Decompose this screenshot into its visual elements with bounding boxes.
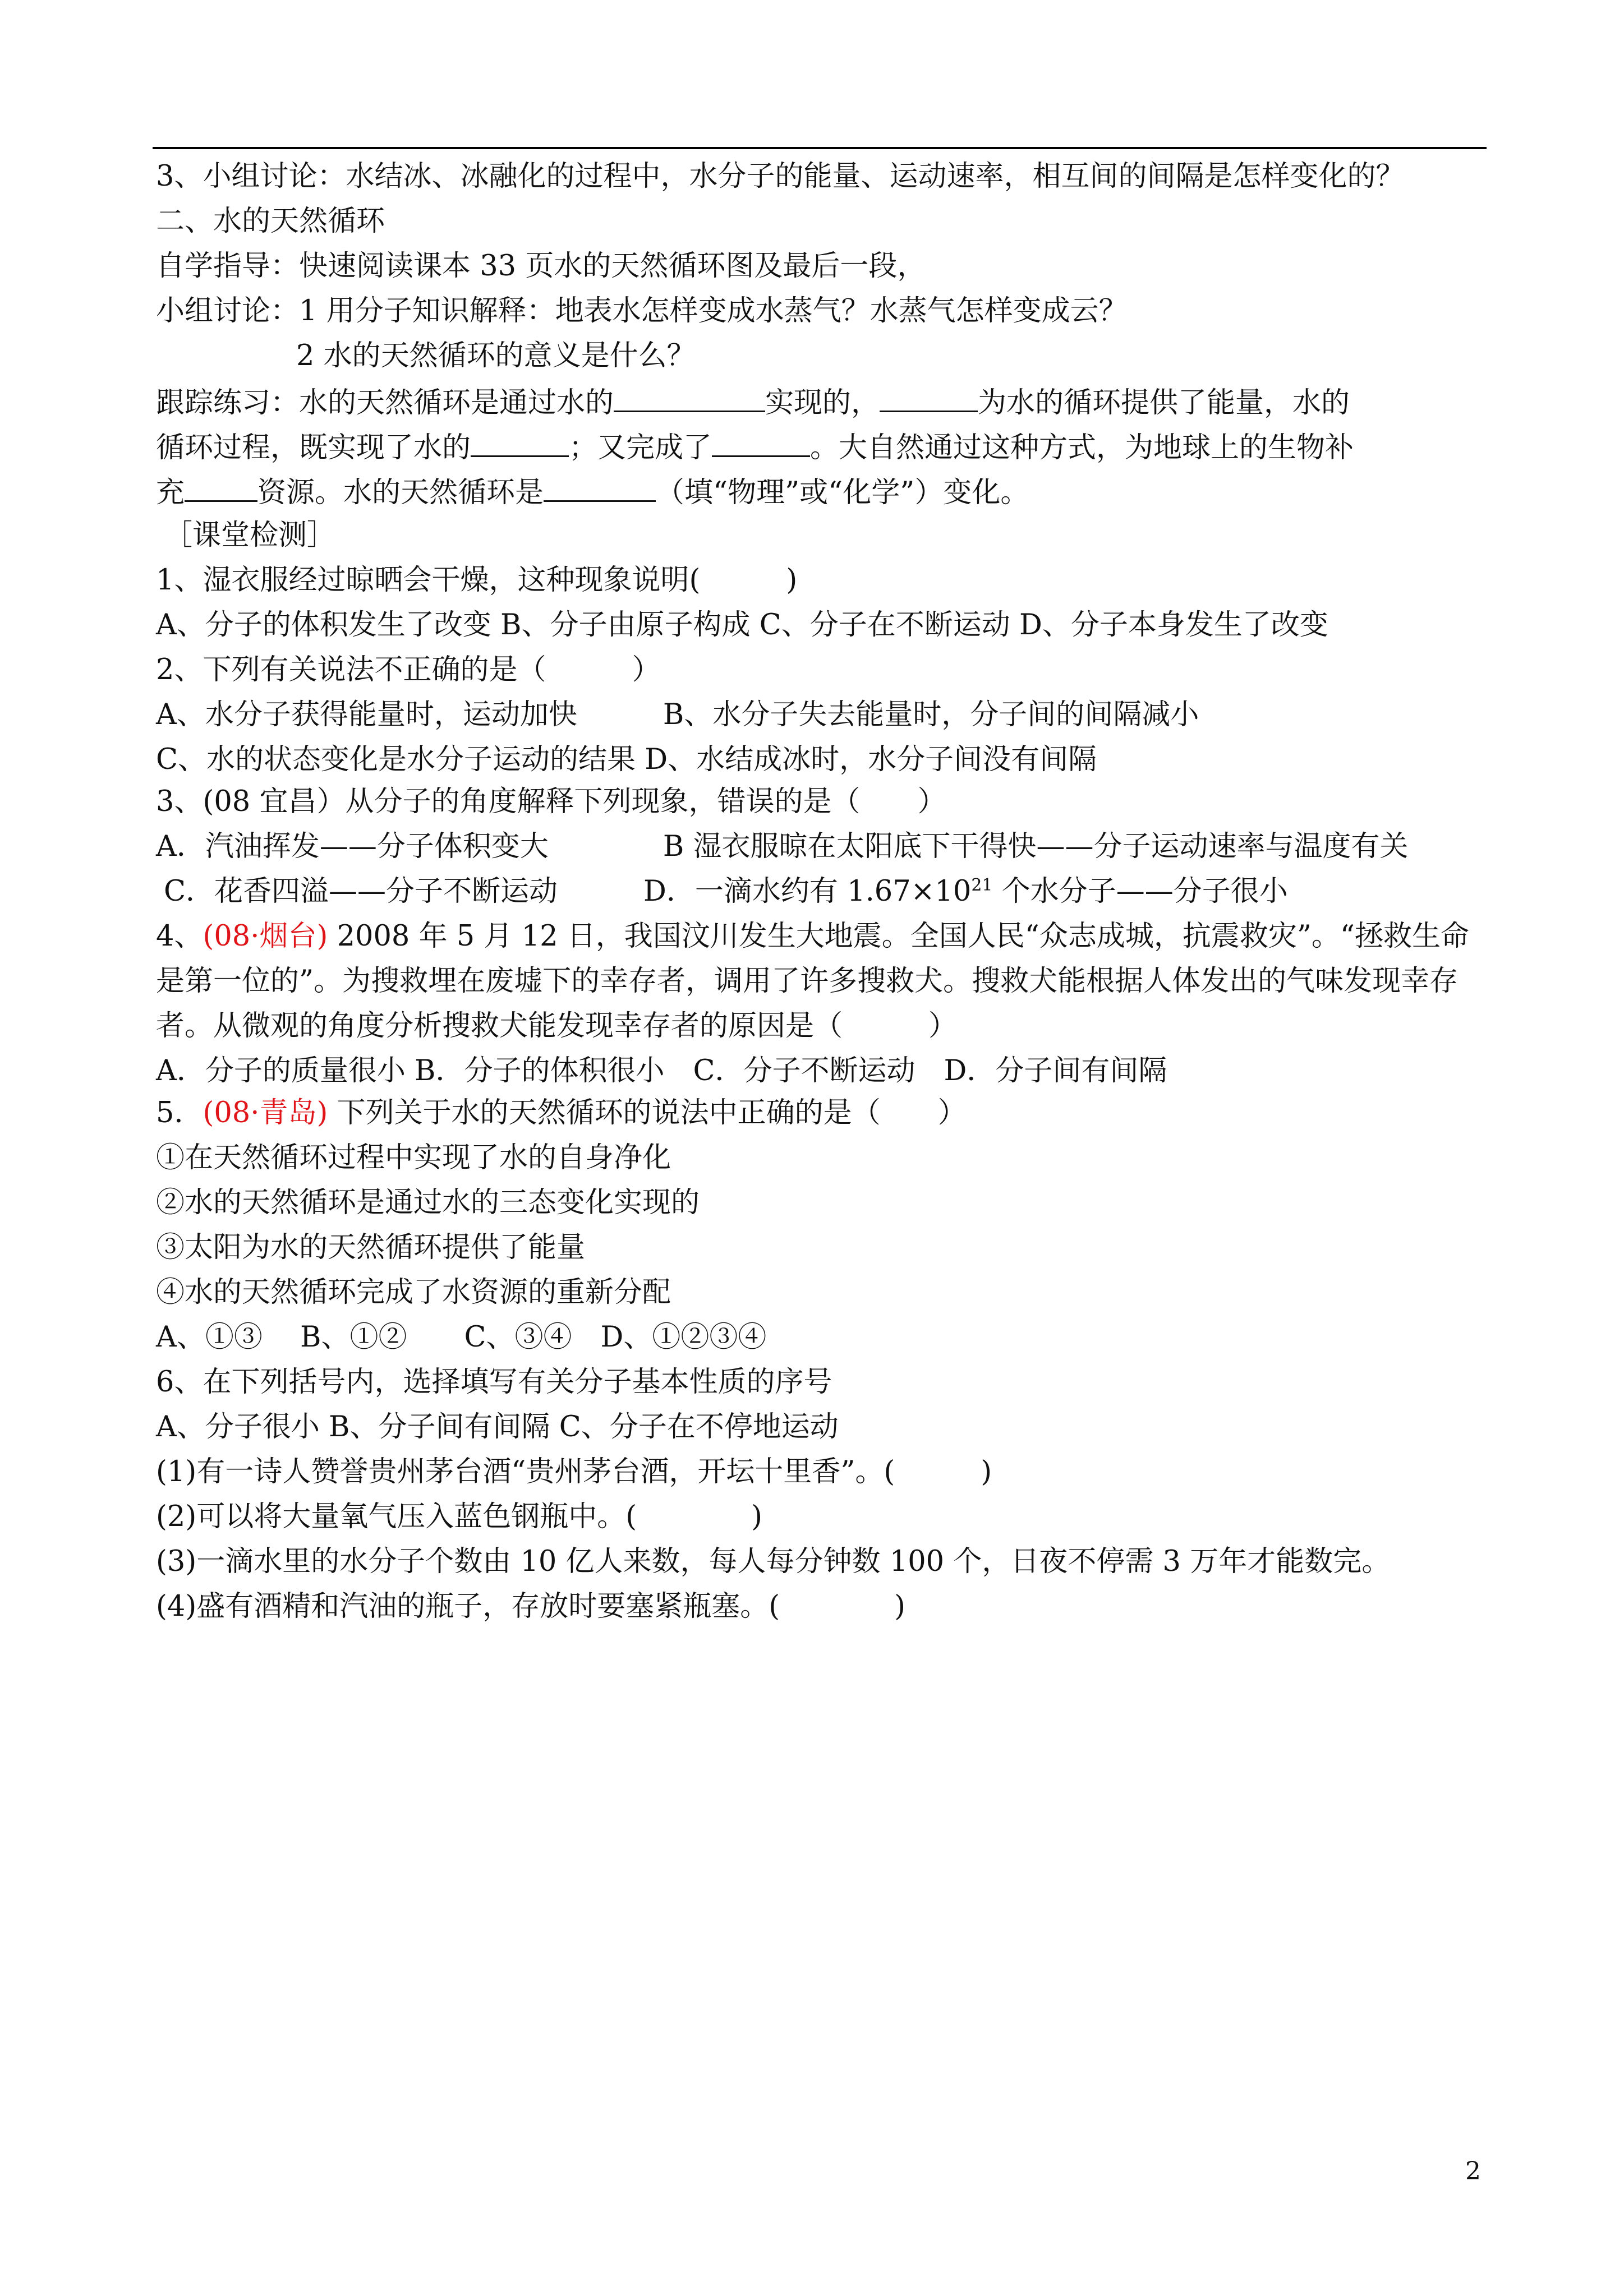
question-5-options: A、①③ B、①② C、③④ D、①②③④: [156, 1321, 767, 1354]
fill-blank[interactable]: [880, 381, 978, 412]
section-heading-water-cycle: 二、水的天然循环: [156, 205, 385, 238]
fill-blank[interactable]: [614, 381, 765, 412]
question-6-item-1: (1)有一诗人赞誉贵州茅台酒“贵州茅台酒，开坛十里香”。( ): [156, 1455, 992, 1488]
practice-line-2: 循环过程，既实现了水的 ；又完成了 。大自然通过这种方式，为地球上的生物补: [156, 426, 1354, 465]
question-2-options-cd: C、水的状态变化是水分子运动的结果 D、水结成冰时，水分子间没有间隔: [156, 743, 1097, 776]
question-4-line-3: 者。从微观的角度分析搜救犬能发现幸存者的原因是（ ）: [156, 1009, 958, 1043]
statement-4: ④水的天然循环完成了水资源的重新分配: [156, 1276, 671, 1309]
self-study-guide: 自学指导：快速阅读课本 33 页水的天然循环图及最后一段，: [156, 250, 926, 283]
question-4-line-2: 是第一位的”。为搜救埋在废墟下的幸存者，调用了许多搜救犬。搜救犬能根据人体发出的气味发现幸存: [156, 965, 1459, 998]
fill-blank[interactable]: [185, 471, 257, 502]
fill-blank[interactable]: [471, 426, 569, 457]
class-test-heading: ［课堂检测］: [164, 519, 336, 552]
page-number: 2: [1465, 2157, 1481, 2186]
question-5: 5．(08·青岛) 下列关于水的天然循环的说法中正确的是（ ）: [156, 1096, 967, 1129]
question-6-choices: A、分子很小 B、分子间有间隔 C、分子在不停地运动: [156, 1410, 839, 1444]
question-3-options-cd: C．花香四溢——分子不断运动 D．一滴水约有 $1.67\times 10^{21}$ 个水分子——分子很小: [164, 875, 1288, 908]
question-3: 3、(08 宜昌）从分子的角度解释下列现象，错误的是（ ）: [156, 785, 946, 818]
question-4-options: A．分子的质量很小 B．分子的体积很小 C．分子不断运动 D．分子间有间隔: [156, 1054, 1167, 1087]
question-6-item-3: (3)一滴水里的水分子个数由 10 亿人来数，每人每分钟数 100 个，日夜不停需 3 万年才能数完。: [156, 1545, 1391, 1578]
question-3-options-ab: A．汽油挥发——分子体积变大 B 湿衣服晾在太阳底下干得快——分子运动速率与温度有关: [156, 830, 1409, 863]
question-1-options: A、分子的体积发生了改变 B、分子由原子构成 C、分子在不断运动 D、分子本身发生了改变: [156, 608, 1328, 642]
statement-1: ①在天然循环过程中实现了水的自身净化: [156, 1141, 671, 1174]
group-discussion-2: 2 水的天然循环的意义是什么？: [296, 339, 696, 372]
question-6: 6、在下列括号内，选择填写有关分子基本性质的序号: [156, 1366, 832, 1399]
source-tag-qingdao: (08·青岛): [203, 1096, 328, 1129]
fill-blank[interactable]: [712, 426, 810, 457]
question-3-discussion: 3、小组讨论：水结冰、冰融化的过程中，水分子的能量、运动速率，相互间的间隔是怎样变化的？: [156, 160, 1405, 193]
group-discussion-1: 小组讨论：1 用分子知识解释：地表水怎样变成水蒸气？水蒸气怎样变成云？: [156, 294, 1128, 328]
question-2-options-ab: A、水分子获得能量时，运动加快 B、水分子失去能量时，分子间的间隔减小: [156, 698, 1199, 731]
header-rule: [153, 147, 1487, 149]
question-6-item-4: (4)盛有酒精和汽油的瓶子，存放时要塞紧瓶塞。( ): [156, 1590, 906, 1623]
statement-3: ③太阳为水的天然循环提供了能量: [156, 1231, 586, 1264]
practice-line-1: 跟踪练习：水的天然循环是通过水的 实现的， 为水的循环提供了能量，水的: [156, 381, 1350, 421]
question-1: 1、湿衣服经过晾晒会干燥，这种现象说明( ): [156, 564, 798, 597]
statement-2: ②水的天然循环是通过水的三态变化实现的: [156, 1186, 700, 1219]
practice-line-3: 充 资源。水的天然循环是 （填“物理”或“化学”）变化。: [156, 471, 1029, 510]
question-6-item-2: (2)可以将大量氧气压入蓝色钢瓶中。( ): [156, 1500, 763, 1533]
question-4-line-1: 4、(08·烟台) 2008 年 5 月 12 日，我国汶川发生大地震。全国人民“众志成城，抗震救灾”。“拯救生命: [156, 920, 1469, 953]
source-tag-yantai: (08·烟台): [203, 920, 328, 953]
fill-blank[interactable]: [544, 471, 656, 502]
question-2: 2、下列有关说法不正确的是（ ）: [156, 653, 661, 686]
